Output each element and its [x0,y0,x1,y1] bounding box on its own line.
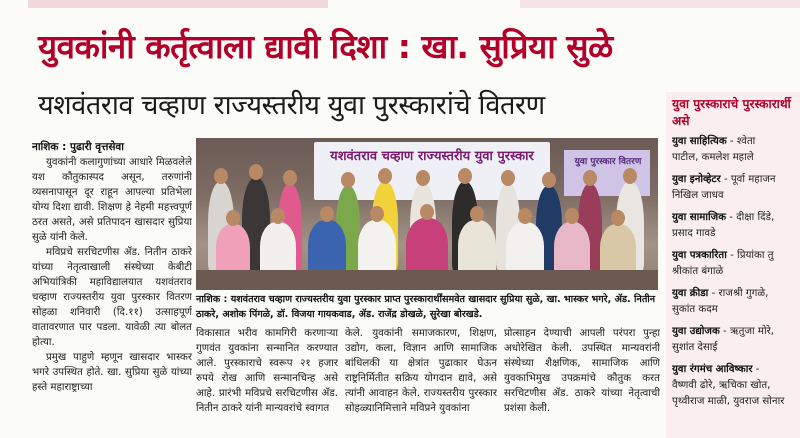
sidebar-item: युवा साहित्यिक - श्वेता [672,136,756,147]
sidebar-item: सुकांत कदम [672,304,718,315]
article-column-4 [504,326,660,432]
sidebar-item: पृथ्वीराज माळी, युवराज सोनार [672,396,785,407]
sidebar-item: युवा रंगमंच आविष्कार - [672,364,760,375]
sidebar-item: श्रीकांत बंगाळे [672,266,724,277]
person-head [611,210,625,226]
person-head [416,170,430,186]
sidebar-title: युवा पुरस्काराचे पुरस्कारार्थी असे [672,97,791,128]
sidebar-item: प्रसाद गावडे [672,228,716,239]
sidebar-item: निखिल जाधव [672,190,724,201]
person-head [420,204,434,220]
paragraph: प्रमुख पाहुणे म्हणून खासदार भास्कर भगरे उपस्थित होते. खा. सुप्रिया सुळे यांच्या हस्ते महाराष्ट्राच्या [32,352,192,393]
person-figure [406,218,448,276]
person-head [341,172,355,188]
photo-banner-text: यशवंतराव चव्हाण राज्यस्तरीय युवा पुरस्कार [330,149,534,164]
person-head [565,208,579,224]
sidebar-item: युवा इनोव्हेटर - पूर्वा महाजन [672,174,776,185]
person-figure [358,220,396,276]
person-figure [554,222,590,276]
person-head [470,206,484,222]
top-color-strip [28,0,328,8]
person-head [283,170,297,186]
top-color-strip-right [520,0,800,8]
sidebar-item: युवा पत्रकारिता - प्रियांका तु [672,250,774,261]
person-figure [216,224,250,276]
article-column-1 [32,140,192,430]
subheadline: यशवंतराव चव्हाण राज्यस्तरीय युवा पुरस्कारांचे वितरण [38,90,545,121]
sidebar-item: युवा उद्योजक - ऋतुजा मोरे, [672,326,775,337]
person-figure [260,222,296,276]
sidebar-item: सुशांत देसाई [672,342,718,353]
person-head [271,208,285,224]
person-head [501,170,515,186]
sidebar-item: युवा क्रीडा - राजश्री गुगळे, [672,288,769,299]
article-column-2 [196,326,338,432]
person-head [542,172,556,188]
person-head [518,208,532,224]
person-head [458,168,472,184]
group-photo [196,138,658,290]
photo-side-banner-text: युवा पुरस्कार वितरण [574,157,642,167]
person-head [226,210,240,226]
paragraph: केले. युवकांनी समाजकारण, शिक्षण, उद्योग, कला, विज्ञान आणि सामाजिक बांधिलकी या क्षेत्रांत पुढाकार घेऊन राष्ट्रनिर्मितीत सक्रिय योगदान द्यावे, असे त्यांनी आवाहन केले. राज्यस्तरीय पुरस्कार सोहळ्यानिमित्ताने मविप्रने युवकांना [345,328,497,414]
photo-floor [196,270,658,290]
person-head [378,168,392,184]
person-head [249,164,263,180]
paragraph: मविप्रचे सरचिटणीस ॲड. नितीन ठाकरे यांच्या नेतृत्वाखाली संस्थेच्या केबीटी अभियांत्रिकी महाविद्यालयात यशवंतराव चव्हाण राज्यस्तरीय युवा पुरस्कार वितरण सोहळा शनिवारी (दि.११) उत्साहपूर्ण वातावरणात पार पडला. यावेळी त्या बोलत होत्या. [32,247,192,348]
paragraph: प्रोत्साहन देण्याची आपली परंपरा पुन्हा अधोरेखित केली. उपस्थित मान्यवरांनी संस्थेच्या शैक्षणिक, सामाजिक आणि युवकाभिमुख उपक्रमांचे कौतुक करत सरचिटणीस ॲड. ठाकरे यांच्या नेतृत्वाची प्रशंसा केली. [504,328,660,414]
headline: युवकांनी कर्तृत्वाला द्यावी दिशा : खा. सुप्रिया सुळे [38,27,613,66]
article-column-3 [345,326,497,432]
person-head [583,170,597,186]
person-head [623,168,637,184]
byline: नाशिक : पुढारी वृत्तसेवा [32,141,124,153]
person-figure [308,220,346,276]
sidebar-item: वैष्णवी ढोरे, ऋचिका खोत, [672,380,771,391]
person-figure [506,222,544,276]
person-head [320,206,334,222]
sidebar-item: पाटील, कमलेश महाले [672,152,754,163]
photo-caption: नाशिक : यशवंतराव चव्हाण राज्यस्तरीय युवा पुरस्कार प्राप्त पुरस्कारार्थींसमवेत खासदार सुप्रिया सुळे, खा. भास्कर भगरे, ॲड. नितीन ठाकरे, अशोक पिंगळे, डॉ. विजया गायकवाड, ॲड. राजेंद्र डोखळे, सुरेखा बोरखडे. [196,294,656,320]
person-figure [600,224,636,276]
sidebar-item: युवा सामाजिक - दीक्षा दिंडे, [672,212,775,223]
person-head [214,168,228,184]
person-figure [458,220,496,276]
paragraph: विकासात भरीव कामगिरी करणाऱ्या गुणवंत युवकांना सन्मानित करण्यात आले. पुरस्काराचे स्वरूप २१ हजार रुपये रोख आणि सन्मानचिन्ह असे आहे. प्रारंभी मविप्रचे सरचिटणीस ॲड. नितीन ठाकरे यांनी मान्यवरांचे स्वागत [196,328,338,414]
person-head [370,206,384,222]
paragraph: युवकांनी कलागुणांच्या आधारे मिळवलेले यश कौतुकास्पद असून, तरुणांनी व्यसनापासून दूर राहून आपल्या प्रतिभेला योग्य दिशा द्यावी. शिक्षण हे नेहमी महत्त्वपूर्ण ठरत असते, असे प्रतिपादन खासदार सुप्रिया सुळे यांनी केले. [32,157,192,243]
